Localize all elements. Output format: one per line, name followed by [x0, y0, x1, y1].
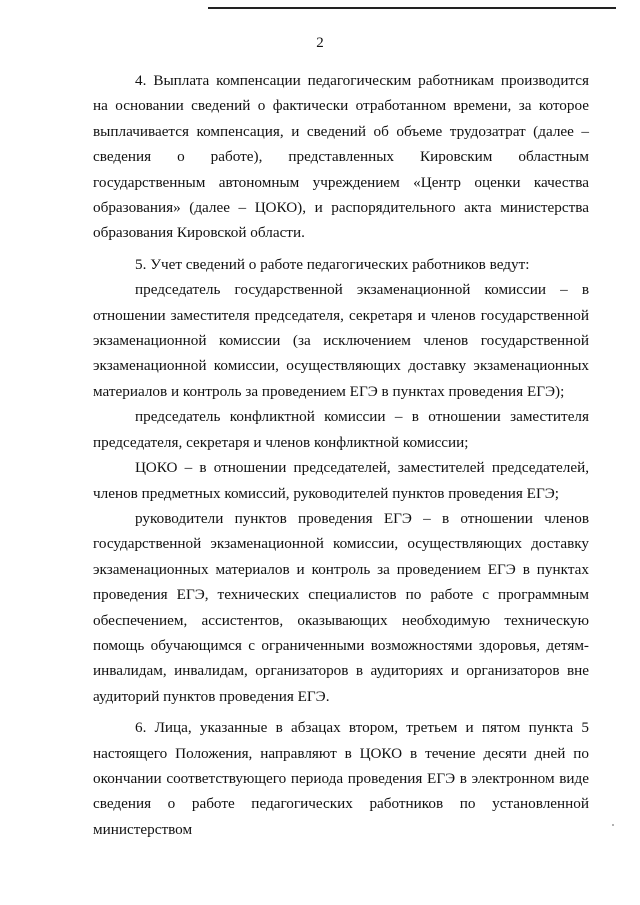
paragraph-5-item-3: ЦОКО – в отношении председателей, заместителей председателей, членов предметных комиссий, руководителей пунктов проведения ЕГЭ;: [93, 459, 589, 502]
paragraph-6: 6. Лица, указанные в абзацах втором, третьем и пятом пункта 5 настоящего Положения, направляют в ЦОКО в течение десяти дней по окончании соответствующего периода проведения ЕГЭ в электронном виде сведения о работе педагогических работников по установленной министерством: [93, 719, 589, 838]
paragraph-4: 4. Выплата компенсации педагогическим работникам производится на основании сведений о фактически отработанном времени, за которое выплачивается компенсация, и сведений об объеме трудозатрат (далее – сведения о работе), представленных Кировским областным государственным автономным учреждением «Центр оценки качества образования» (далее – ЦОКО), и распорядительного акта министерства образования Кировской области.: [93, 72, 589, 242]
paragraph-5-item-2: председатель конфликтной комиссии – в отношении заместителя председателя, секретаря и членов конфликтной комиссии;: [93, 408, 589, 451]
page-number: 2: [316, 35, 324, 51]
header-rule: [208, 7, 616, 9]
paragraph-5-item-4: руководители пунктов проведения ЕГЭ – в отношении членов государственной экзаменационной комиссии, осуществляющих доставку экзаменационных материалов и контроль за проведением ЕГЭ в пунктах проведения ЕГЭ, технических специалистов по работе с программным обеспечением, ассистентов, оказывающих необходимую техническую помощь обучающимся с ограниченными возможностями здоровья, детям-инвалидам, инвалидам, организаторов в аудиториях и организаторов вне аудиторий пунктов проведения ЕГЭ.: [93, 509, 589, 705]
paragraph-5: 5. Учет сведений о работе педагогических работников ведут:: [135, 255, 530, 273]
scan-speck: [612, 824, 614, 826]
paragraph-5-item-1: председатель государственной экзаменационной комиссии – в отношении заместителя председателя, секретаря и членов государственной экзаменационной комиссии (за исключением членов государственной экзаменационной комиссии, осуществляющих доставку экзаменационных материалов и контроль за проведением ЕГЭ в пунктах проведения ЕГЭ);: [93, 281, 589, 400]
document-body: [93, 68, 589, 842]
